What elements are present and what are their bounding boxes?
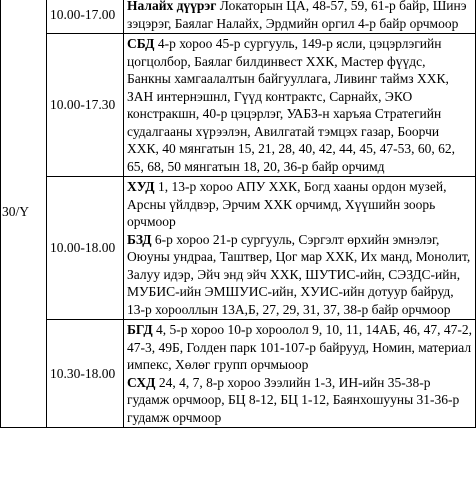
- date-cell: 30/Y: [1, 0, 47, 428]
- district-entry: [127, 35, 472, 175]
- time-cell: 10.00-17.30: [47, 34, 124, 177]
- time-cell: 10.00-18.00: [47, 177, 124, 320]
- district-areas: 4-р хороо 45-р сургууль, 149-р ясли, цэцэрлэгийн цогцолбор, Баялаг билдинвест ХХК, Мастер фүүдс, Банкны хамгаалалтын байгууллага, Ливинг таймз ХХК, ЗАН интернэшнл, Гүүд контрактс, Сарнайх, ЭКО констракшн, 40-р цэцэрлэг, УАБЗ-н харъяа Стратегийн судалгааны хүрээлэн, Авилгатай тэмцэх газар, Боорчи ХХК, 40 мянгатын 15, 21, 28, 40, 42, 44, 45, 47-53, 60, 62, 65, 68, 50 мянгатын 18, 20, 36-р байр орчимд: [127, 36, 455, 174]
- description-cell: [124, 320, 476, 428]
- district-name: СХД: [127, 374, 156, 390]
- district-areas: 24, 4, 7, 8-р хороо Зээлийн 1-3, ИН-ийн 35-38-р гудамж орчмоор, БЦ 8-12, БЦ 1-12, Баянхошууны 31-36-р гудамж орчмоор: [127, 374, 460, 425]
- district-entry: [127, 321, 472, 374]
- district-areas: 6-р хороо 21-р сургууль, Сэргэлт өрхийн эмнэлэг, Оюуны ундраа, Таштвер, Цог мар ХХК, Их манд, Монолит, Залуу идэр, Эйч энд эйч ХХК, ШУТИС-ийн, СЭЗДС-ийн, МУБИС-ийн ЭМШУИС-ийн, ХУИС-ийн дотуур байруд, 13-р хорооллын 13А,Б, 27, 29, 31, 37, 38-р байр орчмоор: [127, 231, 471, 317]
- district-entry: [127, 178, 472, 231]
- district-name: БГД: [127, 322, 153, 337]
- district-areas: 1, 13-р хороо АПУ ХХК, Богд хааны ордон музей, Арсны үйлдвэр, Эрчим ХХК орчимд, Хүүшийн зоорь орчмоор: [127, 179, 447, 229]
- district-name: ХУД: [127, 179, 155, 194]
- district-entry: [127, 374, 472, 427]
- table-row: [1, 177, 476, 320]
- description-cell: [124, 177, 476, 320]
- time-cell: 10.00-17.00: [47, 0, 124, 34]
- description-cell: [124, 0, 476, 34]
- table-row: [1, 320, 476, 428]
- district-areas: 4, 5-р хороо 10-р хороолол 9, 10, 11, 14АБ, 46, 47, 47-2, 47-3, 49Б, Голден парк 101-107-р байрууд, Номин, материал импекс, Хөлөг групп орчмыоор: [127, 322, 472, 372]
- district-name: Налайх дүүрэг: [127, 0, 217, 13]
- district-entry: [127, 231, 472, 319]
- table-row: [1, 34, 476, 177]
- district-areas: Локаторын ЦА, 48-57, 59, 61-р байр, Шинэ зэцэрэг, Баялаг Налайх, Эрдмийн оргил 4-р байр орчмоор: [127, 0, 467, 31]
- table-row: [1, 0, 476, 34]
- time-cell: 10.30-18.00: [47, 320, 124, 428]
- description-cell: [124, 34, 476, 177]
- district-name: БЗД: [127, 231, 152, 247]
- district-name: СБД: [127, 36, 155, 51]
- district-entry: [127, 0, 472, 32]
